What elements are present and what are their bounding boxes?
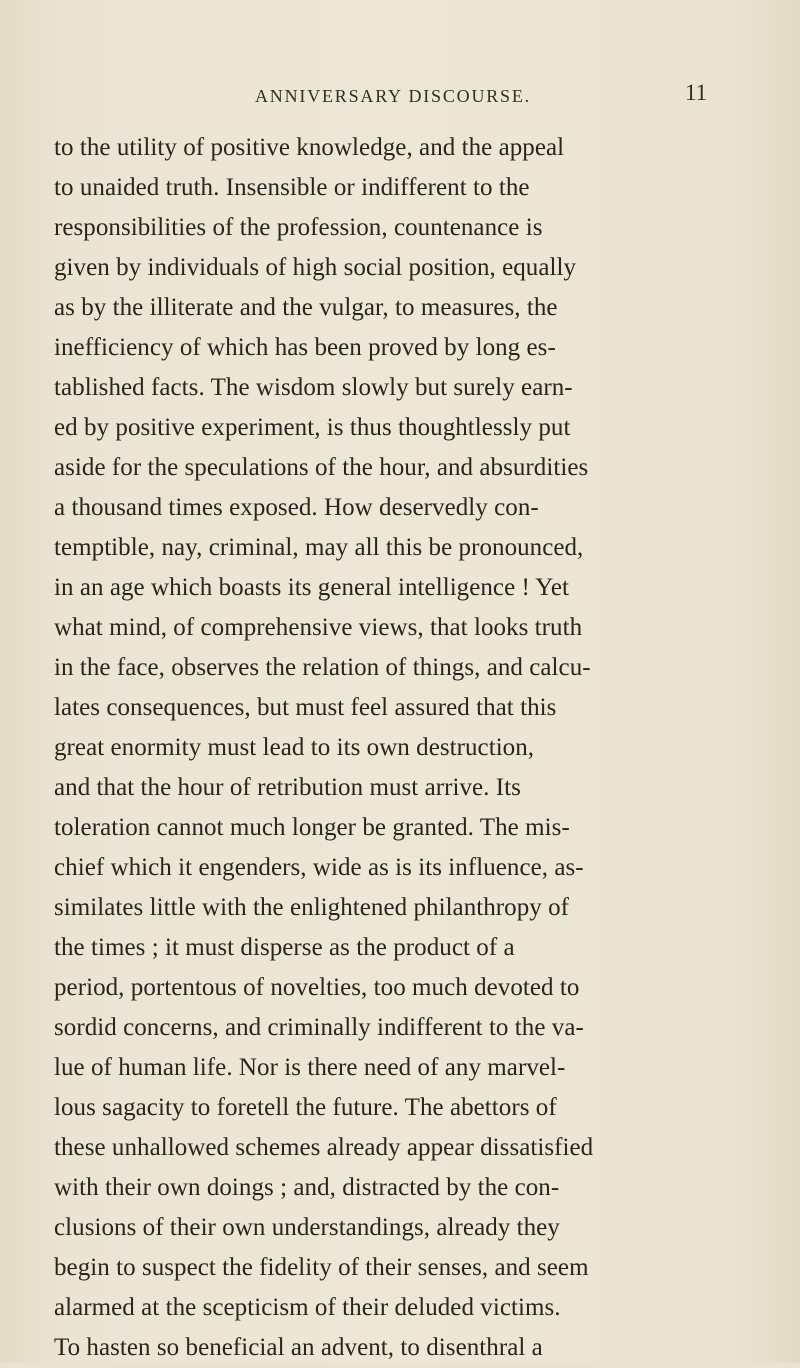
text-line: lous sagacity to foretell the future. The abettors of [54,1094,557,1121]
text-line: great enormity must lead to its own destruction, [54,734,535,761]
text-line: lue of human life. Nor is there need of any marvel- [54,1054,566,1081]
text-line: inefficiency of which has been proved by long es- [54,334,556,361]
text-line: temptible, nay, criminal, may all this be pronounced, [54,534,584,561]
text-line: sordid concerns, and criminally indifferent to the va- [54,1014,584,1041]
text-line: To hasten so beneficial an advent, to disenthral a [54,1334,543,1361]
text-line: tablished facts. The wisdom slowly but surely earn- [54,374,573,401]
text-line: in an age which boasts its general intelligence ! Yet [54,574,570,601]
text-line: in the face, observes the relation of things, and calcu- [54,654,591,681]
text-line: aside for the speculations of the hour, and absurdities [54,454,589,481]
text-line: a thousand times exposed. How deservedly con- [54,494,539,521]
text-line: chief which it engenders, wide as is its influence, as- [54,854,584,881]
text-line: ed by positive experiment, is thus thoughtlessly put [54,414,571,441]
text-line: as by the illiterate and the vulgar, to measures, the [54,294,558,321]
text-line: to unaided truth. Insensible or indifferent to the [54,174,530,201]
text-line: the times ; it must disperse as the product of a [54,934,515,961]
text-line: with their own doings ; and, distracted by the con- [54,1174,560,1201]
text-line: given by individuals of high social position, equally [54,254,577,281]
text-line: these unhallowed schemes already appear dissatisfied [54,1134,594,1161]
text-line: lates consequences, but must feel assured that this [54,694,557,721]
text-line: period, portentous of novelties, too much devoted to [54,974,580,1001]
page-number: 11 [685,80,708,105]
text-line: toleration cannot much longer be granted. The mis- [54,814,570,841]
text-line: and that the hour of retribution must arrive. Its [54,774,521,801]
text-line: alarmed at the scepticism of their deluded victims. [54,1294,561,1321]
text-line: begin to suspect the fidelity of their senses, and seem [54,1254,589,1281]
text-line: similates little with the enlightened philanthropy of [54,894,570,921]
running-head: ANNIVERSARY DISCOURSE. [255,86,531,106]
text-line: what mind, of comprehensive views, that looks truth [54,614,583,641]
text-line: clusions of their own understandings, already they [54,1214,560,1241]
text-line: to the utility of positive knowledge, and the appeal [54,134,565,161]
page-header [0,72,800,112]
body-text [54,128,762,1361]
text-line: responsibilities of the profession, countenance is [54,214,543,241]
